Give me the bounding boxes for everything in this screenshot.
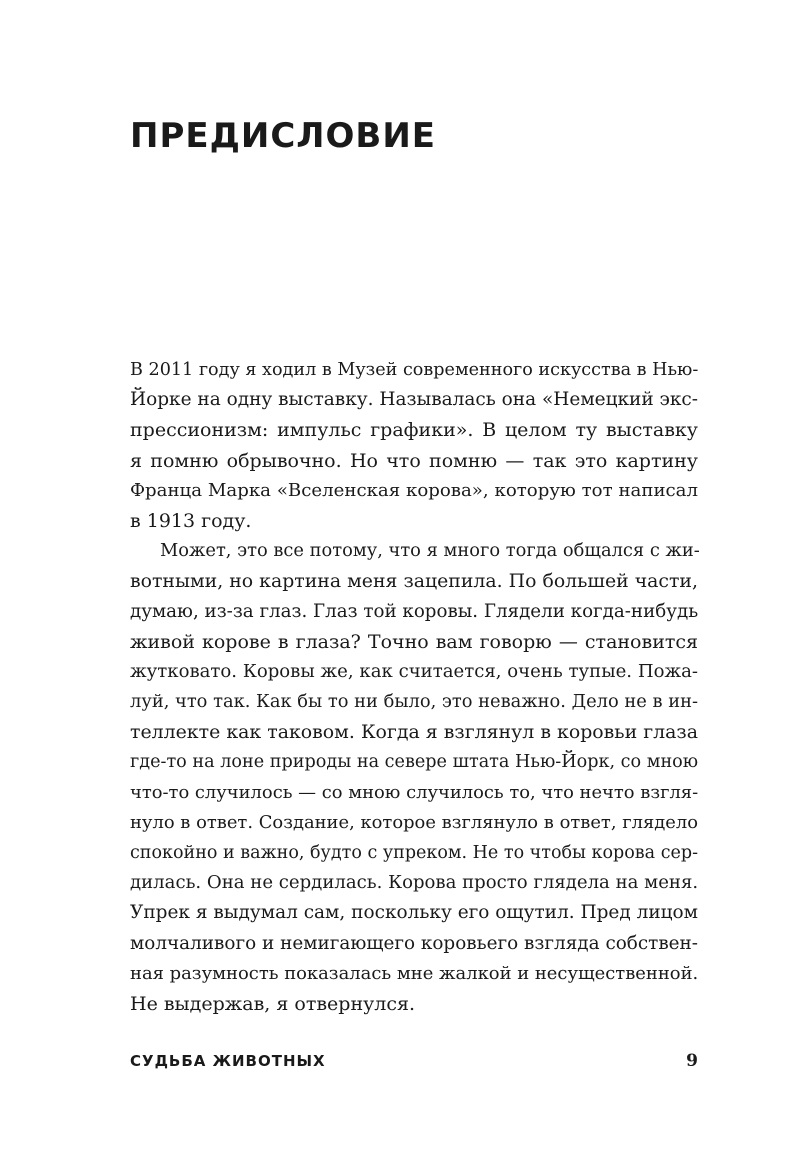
text-line: Может, это все потому, что я много тогда общался с жи- [160, 540, 700, 562]
text-line: думаю, из-за глаз. Глаз той коровы. Глядели когда-нибудь [130, 600, 699, 622]
paragraph-2 [130, 536, 698, 1019]
text-line: луй, что так. Как бы то ни было, это неважно. Дело не в ин- [130, 691, 698, 713]
text-line: Йорке на одну выставку. Называлась она «Немецкий экс- [130, 389, 698, 411]
text-line: вотными, но картина меня зацепила. По большей части, [130, 570, 698, 593]
text-line: живой корове в глаза? Точно вам говорю — становится [130, 630, 698, 653]
text-line: я помню обрывочно. Но что помню — так это картину [130, 449, 698, 472]
text-line: молчаливого и немигающего коровьего взгляда собствен- [130, 932, 698, 954]
text-line: что-то случилось — со мною случилось то, что нечто взгля- [130, 781, 699, 803]
text-line: Не выдержав, я отвернулся. [130, 992, 416, 1015]
text-line: прессионизм: импульс графики». В целом ту выставку [130, 419, 698, 442]
text-line: дилась. Она не сердилась. Корова просто глядела на меня. [130, 872, 699, 894]
text-line: В 2011 году я ходил в Музей современного искусства в Нью- [130, 360, 699, 380]
text-line: Франца Марка «Вселенская корова», которую тот написал [130, 479, 698, 501]
running-title: СУДЬБА ЖИВОТНЫХ [130, 1052, 326, 1070]
body-text [130, 355, 698, 1019]
text-line: в 1913 году. [130, 509, 252, 532]
text-line: спокойно и важно, будто с упреком. Не то чтобы корова сер- [130, 843, 698, 863]
text-line: теллекте как таковом. Когда я взглянул в коровьи глаза [130, 721, 698, 744]
chapter-heading: ПРЕДИСЛОВИЕ [130, 116, 437, 156]
text-line: Упрек я выдумал сам, поскольку его ощутил. Пред лицом [130, 902, 698, 924]
paragraph-1 [130, 355, 698, 536]
text-line: ная разумность показалась мне жалкой и несущественной. [130, 962, 699, 984]
text-line: нуло в ответ. Создание, которое взглянуло в ответ, глядело [130, 811, 698, 833]
page-number: 9 [686, 1051, 698, 1071]
text-line: где-то на лоне природы на севере штата Нью-Йорк, со мною [130, 752, 699, 773]
text-line: жутковато. Коровы же, как считается, очень тупые. Пожа- [130, 660, 698, 682]
page-footer [130, 1052, 698, 1078]
